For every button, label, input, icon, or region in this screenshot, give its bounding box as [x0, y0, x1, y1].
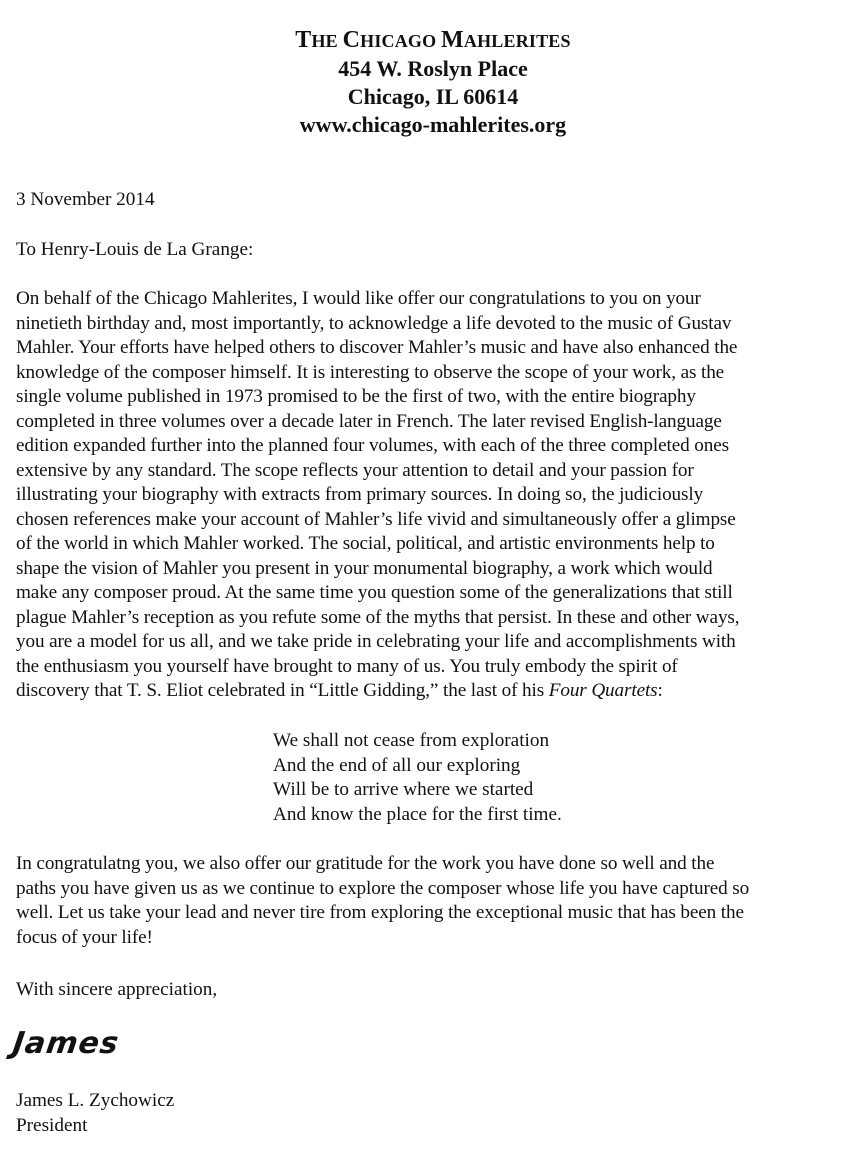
closing: With sincere appreciation,	[16, 979, 218, 1000]
letter-date: 3 November 2014	[16, 189, 155, 210]
website: www.chicago-mahlerites.org	[299, 112, 567, 137]
paragraph-1-line: extensive by any standard. The scope reflects your attention to detail and your passion for	[16, 459, 694, 481]
paragraph-2-line: well. Let us take your lead and never tire from exploring the exceptional music that has been the	[16, 902, 744, 923]
salutation: To Henry-Louis de La Grange:	[16, 239, 254, 260]
paragraph-1-line: knowledge of the composer himself. It is interesting to observe the scope of your work, as the	[16, 361, 725, 383]
paragraph-1-line: edition expanded further into the planned four volumes, with each of the three completed ones	[16, 435, 729, 456]
paragraph-1-line: you are a model for us all, and we take pride in celebrating your life and accomplishments with	[16, 631, 736, 652]
paragraph-1-line: plague Mahler’s reception as you refute some of the myths that persist. In these and other ways,	[16, 606, 740, 628]
organization-name: THE CHICAGO MAHLERITES	[295, 27, 571, 53]
paragraph-1	[16, 287, 848, 704]
paragraph-1-line: completed in three volumes over a decade later in French. The later revised English-language	[16, 410, 722, 432]
signer-title: President	[16, 1115, 88, 1136]
poem-line: And the end of all our exploring	[273, 754, 521, 776]
paragraph-1-line: chosen references make your account of Mahler’s life vivid and simultaneously offer a glimpse	[16, 508, 736, 530]
paragraph-1-line: single volume published in 1973 promised to be the first of two, with the entire biography	[16, 386, 696, 407]
paragraph-1-line: illustrating your biography with extracts from primary sources. In doing so, the judiciously	[16, 484, 704, 505]
paragraph-1-line: make any composer proud. At the same time you question some of the generalizations that still	[16, 582, 733, 603]
letterhead	[0, 26, 856, 139]
paragraph-1-line: shape the vision of Mahler you present in your monumental biography, a work which would	[16, 557, 713, 579]
street-address: 454 W. Roslyn Place	[338, 56, 528, 81]
paragraph-1-line: ninetieth birthday and, most importantly, to acknowledge a life devoted to the music of Gustav	[16, 312, 732, 334]
book-title: Four Quartets	[548, 680, 658, 701]
paragraph-2	[16, 852, 848, 950]
signer-name: James L. Zychowicz	[16, 1090, 175, 1111]
paragraph-1-line: the enthusiasm you yourself have brought to many of us. You truly embody the spirit of	[16, 655, 678, 677]
poem-line: We shall not cease from exploration	[273, 730, 550, 751]
paragraph-1-line: On behalf of the Chicago Mahlerites, I would like offer our congratulations to you on your	[16, 288, 701, 309]
paragraph-1-line: Mahler. Your efforts have helped others to discover Mahler’s music and have also enhanced the	[16, 337, 738, 358]
paragraph-2-line: paths you have given us as we continue to explore the composer whose life you have captured so	[16, 877, 750, 899]
paragraph-2-line: focus of your life!	[16, 926, 153, 948]
poem-line: And know the place for the first time.	[273, 803, 562, 825]
poem-line: Will be to arrive where we started	[273, 779, 534, 800]
paragraph-1-line: discovery that T. S. Eliot celebrated in “Little Gidding,” the last of his Four Quartets:	[16, 680, 663, 701]
handwritten-signature: James	[10, 1026, 122, 1061]
poem-quote	[273, 729, 773, 827]
city-address: Chicago, IL 60614	[347, 84, 519, 109]
paragraph-1-line: of the world in which Mahler worked. The social, political, and artistic environments help to	[16, 533, 715, 554]
paragraph-2-line: In congratulatng you, we also offer our gratitude for the work you have done so well and the	[16, 853, 715, 874]
